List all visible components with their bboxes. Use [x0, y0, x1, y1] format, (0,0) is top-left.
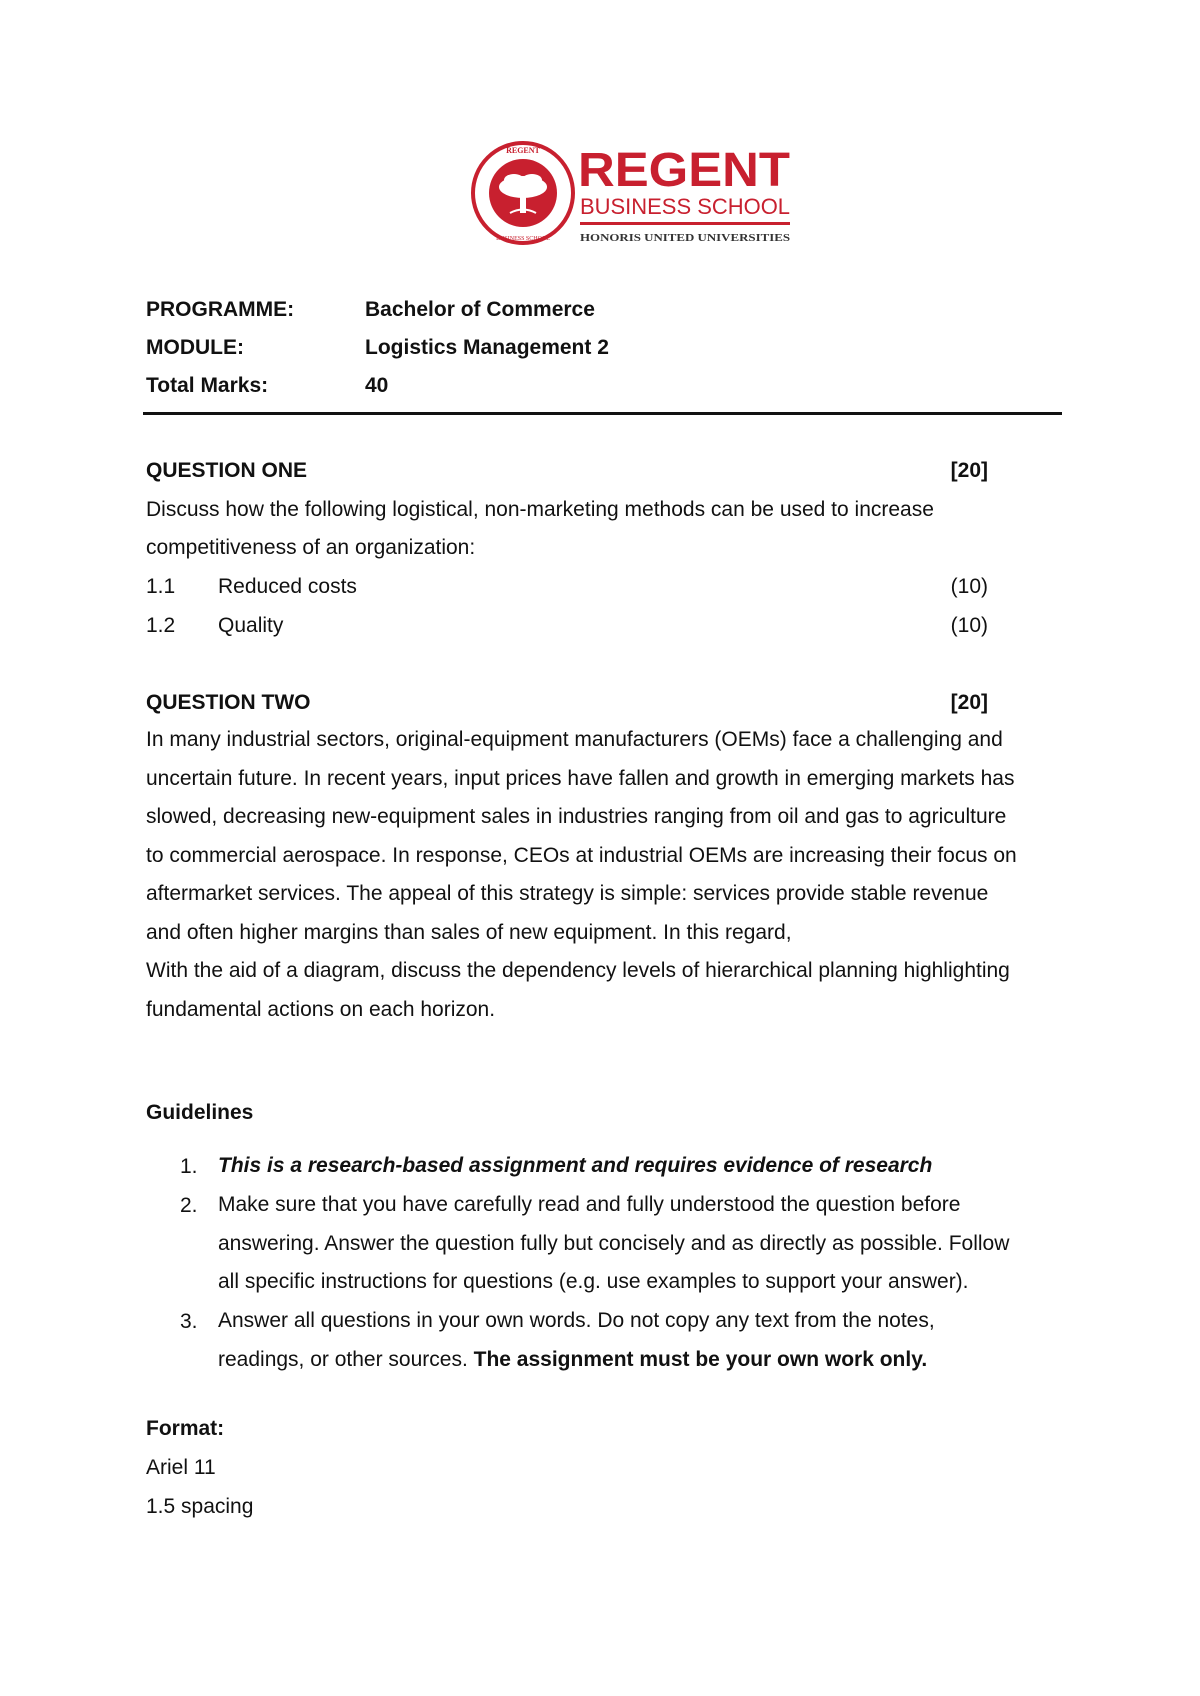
format-font: Ariel 11 [146, 1456, 216, 1479]
q1-item-text: Quality [218, 614, 284, 637]
question-two-line: fundamental actions on each horizon. [146, 997, 496, 1021]
module-label: MODULE: [146, 336, 244, 359]
svg-text:BUSINESS SCHOOL: BUSINESS SCHOOL [580, 194, 790, 219]
question-two-line: With the aid of a diagram, discuss the dependency levels of hierarchical planning highlighting [146, 959, 1010, 982]
question-two-body [146, 721, 1066, 1029]
svg-text:REGENT: REGENT [506, 146, 540, 155]
question-one-intro-line1: Discuss how the following logistical, non-marketing methods can be used to increase [146, 498, 934, 521]
total-marks-value: 40 [365, 374, 389, 397]
question-one-marks: [20] [950, 459, 988, 482]
question-one-title: QUESTION ONE [146, 459, 308, 482]
guideline-number: 1. [180, 1155, 198, 1178]
guideline-line: Make sure that you have carefully read and fully understood the question before [218, 1193, 961, 1216]
guidelines-title: Guidelines [146, 1101, 254, 1124]
guideline-text: This is a research-based assignment and requires evidence of research [218, 1154, 933, 1177]
regent-seal-icon [470, 140, 576, 246]
programme-value: Bachelor of Commerce [365, 298, 595, 321]
question-two-line: slowed, decreasing new-equipment sales in industries ranging from oil and gas to agriculture [146, 805, 1007, 828]
svg-text:BUSINESS SCHOOL: BUSINESS SCHOOL [496, 236, 550, 242]
guideline-line: all specific instructions for questions (e.g. use examples to support your answer). [218, 1270, 969, 1293]
question-two-line: uncertain future. In recent years, input prices have fallen and growth in emerging markets has [146, 766, 1015, 790]
question-one-intro-line2: competitiveness of an organization: [146, 536, 476, 559]
guideline-number: 3. [180, 1310, 198, 1333]
question-two-line: aftermarket services. The appeal of this strategy is simple: services provide stable revenue [146, 882, 989, 905]
question-two-marks: [20] [950, 691, 988, 714]
question-two-line: and often higher margins than sales of new equipment. In this regard, [146, 920, 792, 944]
q1-item-marks: (10) [950, 614, 988, 637]
programme-label: PROGRAMME: [146, 298, 295, 321]
module-value: Logistics Management 2 [365, 336, 609, 359]
question-two-line: In many industrial sectors, original-equipment manufacturers (OEMs) face a challenging and [146, 728, 1003, 751]
format-title: Format: [146, 1417, 225, 1440]
guideline-line: answering. Answer the question fully but concisely and as directly as possible. Follow [218, 1231, 1010, 1255]
q1-item-number: 1.1 [146, 575, 176, 598]
guideline-number: 2. [180, 1194, 198, 1217]
svg-text:HONORIS UNITED UNIVERSITIES: HONORIS UNITED UNIVERSITIES [580, 233, 791, 244]
guideline-text [218, 1302, 1068, 1379]
total-marks-label: Total Marks: [146, 374, 269, 397]
q1-item-text: Reduced costs [218, 575, 357, 598]
header-divider [143, 412, 1062, 415]
question-two-line: to commercial aerospace. In response, CEOs at industrial OEMs are increasing their focus on [146, 843, 1017, 867]
q1-item-number: 1.2 [146, 614, 176, 637]
guideline-line-emphasis: The assignment must be your own work only. [473, 1347, 928, 1371]
question-two-title: QUESTION TWO [146, 691, 311, 714]
svg-text:REGENT: REGENT [578, 144, 790, 197]
guideline-line [218, 1341, 1068, 1380]
guideline-text [218, 1186, 1068, 1302]
q1-item-marks: (10) [950, 575, 988, 598]
regent-wordmark [574, 140, 800, 250]
regent-logo [470, 140, 800, 250]
guideline-line-plain: readings, or other sources. [218, 1347, 474, 1371]
format-spacing: 1.5 spacing [146, 1495, 254, 1518]
guideline-line: Answer all questions in your own words. Do not copy any text from the notes, [218, 1309, 935, 1332]
